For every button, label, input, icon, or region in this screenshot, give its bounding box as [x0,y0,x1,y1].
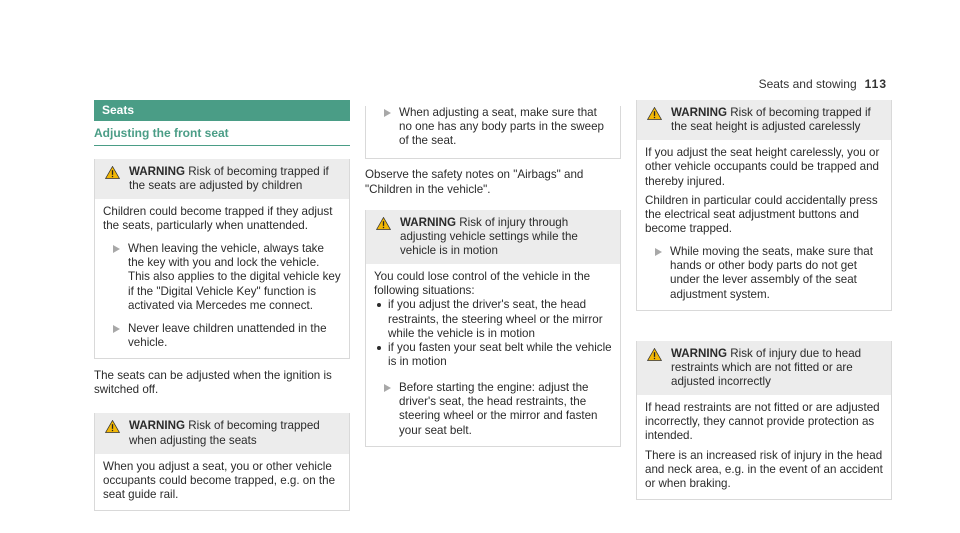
warning-label: WARNING [671,346,728,360]
warning-triangle-icon [105,166,120,179]
column-left [94,100,350,511]
warning-title: Risk of becoming trapped if the seats are adjusted by children [129,164,329,192]
warning-body [637,140,891,309]
column-right [636,100,892,500]
warning-label: WARNING [129,419,186,433]
chapter-title: Seats and stowing [758,77,857,91]
step-item [374,381,612,438]
step-text: Before starting the engine: adjust the driver's seat, the head restraints, the steering wheel or the mirror and fasten your seat belt. [399,381,598,437]
warning-title: Risk of injury due to head restraints which are not fitted or are adjusted incorrectly [671,346,862,388]
step-arrow-icon [384,109,391,117]
warning-body [95,454,349,510]
step-item [374,106,612,148]
warning-body [637,395,891,499]
column-middle [365,100,621,447]
warning-box [94,413,350,511]
step-arrow-icon [113,325,120,333]
page-number: 113 [864,77,887,91]
warning-text: Children in particular could accidentally press the electrical seat adjustment buttons and become trapped. [645,193,878,235]
warning-triangle-icon [376,217,391,230]
warning-body [366,264,620,446]
warning-text: If you adjust the seat height carelessly, you or other vehicle occupants could be trapped and thereby injured. [645,146,880,188]
warning-text: There is an increased risk of injury in the head and neck area, e.g. in the event of an accident or when braking. [645,448,883,490]
warning-text: If head restraints are not fitted or are adjusted incorrectly, they cannot provide protection as intended. [645,401,880,443]
warning-box [94,159,350,360]
step-item [103,242,341,313]
step-item [645,245,883,302]
list-item: if you adjust the driver's seat, the head restraints, the steering wheel or the mirror while the vehicle is in motion [374,298,612,340]
warning-title: Risk of injury through adjusting vehicle settings while the vehicle is in motion [400,215,578,257]
step-text: While moving the seats, make sure that hands or other body parts do not get under the lever assembly of the seat adjustment system. [670,245,873,301]
page-header [759,77,887,92]
warning-label: WARNING [129,164,186,178]
warning-body [95,199,349,358]
step-item [103,322,341,350]
warning-box [636,100,892,311]
step-text: Never leave children unattended in the vehicle. [128,321,327,350]
warning-header [95,159,349,199]
warning-title: Risk of becoming trapped when adjusting the seats [129,419,320,447]
body-paragraph: The seats can be adjusted when the ignition is switched off. [94,369,332,397]
list-item: if you fasten your seat belt while the vehicle is in motion [374,341,612,369]
warning-triangle-icon [647,107,662,120]
warning-header [637,341,891,395]
warning-header [95,413,349,453]
step-text: When leaving the vehicle, always take the key with you and lock the vehicle. This also applies to the digital vehicle key if the "Digital Vehicle Key" function is activated via Mercedes me connect. [128,242,341,312]
warning-box [636,341,892,500]
warning-triangle-icon [647,348,662,361]
bullet-list [374,298,612,369]
warning-label: WARNING [671,106,728,119]
warning-box [365,210,621,447]
subheading: Adjusting the front seat [94,126,350,146]
step-arrow-icon [655,248,662,256]
section-title: Seats [94,100,350,121]
warning-header [637,100,891,140]
warning-triangle-icon [105,420,120,433]
warning-text: You could lose control of the vehicle in the following situations: [374,270,591,298]
warning-text: Children could become trapped if they adjust the seats, particularly when unattended. [103,204,333,233]
body-paragraph: Observe the safety notes on "Airbags" and "Children in the vehicle". [365,168,584,196]
warning-title: Risk of becoming trapped if the seat height is adjusted carelessly [671,106,871,134]
step-text: When adjusting a seat, make sure that no one has any body parts in the sweep of the seat. [399,106,604,148]
warning-label: WARNING [400,215,457,229]
step-arrow-icon [113,245,120,253]
warning-header [366,210,620,264]
warning-text: When you adjust a seat, you or other vehicle occupants could become trapped, e.g. on the seat guide rail. [103,459,336,502]
step-arrow-icon [384,384,391,392]
warning-continuation [365,106,621,159]
